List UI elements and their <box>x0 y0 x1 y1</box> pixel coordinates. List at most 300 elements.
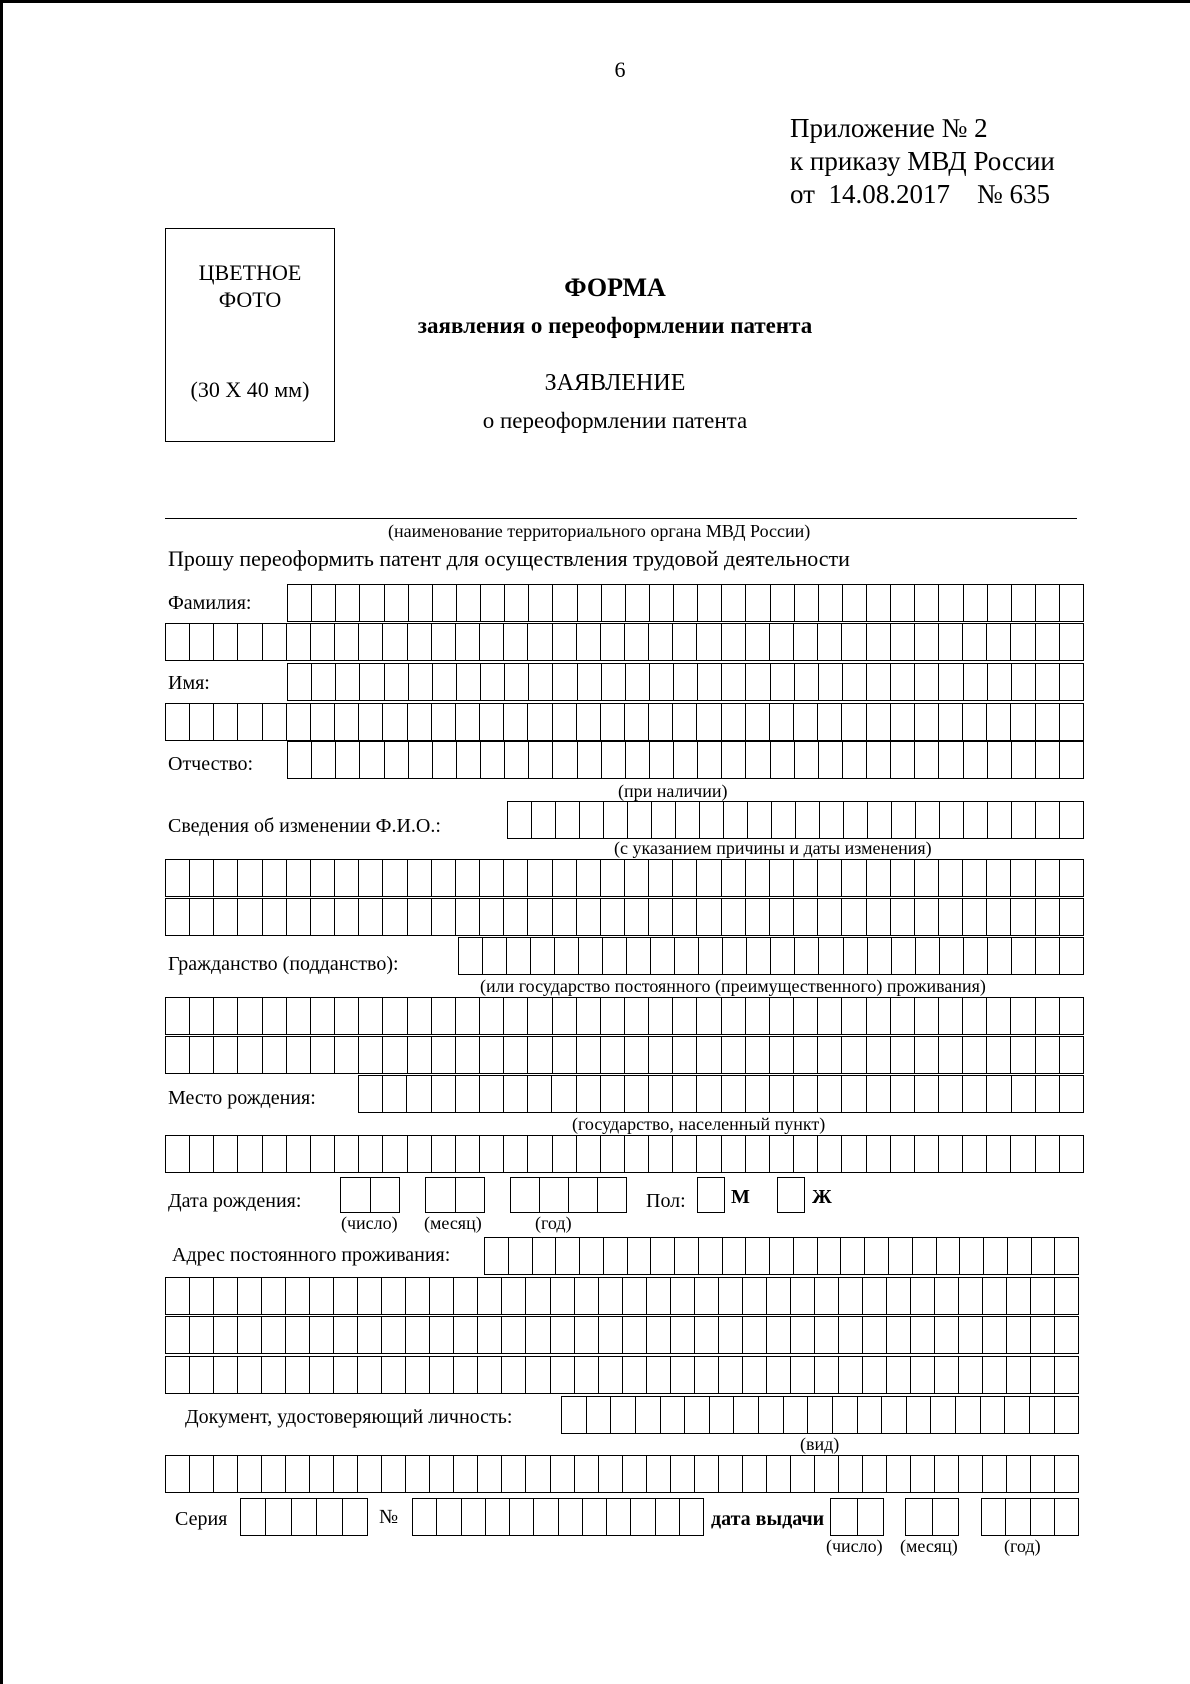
char-cell[interactable] <box>858 1397 883 1433</box>
char-cell[interactable] <box>559 1499 583 1535</box>
char-cell[interactable] <box>456 1136 480 1172</box>
char-cell[interactable] <box>310 1456 334 1492</box>
char-cell[interactable] <box>238 704 262 740</box>
char-cell[interactable] <box>625 860 649 896</box>
char-cell[interactable] <box>335 624 359 660</box>
char-cell[interactable] <box>628 1238 652 1274</box>
char-cell[interactable] <box>770 899 794 935</box>
char-cell[interactable] <box>601 860 625 896</box>
char-cell[interactable] <box>697 1037 721 1073</box>
char-cell[interactable] <box>166 1136 190 1172</box>
char-cell[interactable] <box>867 899 891 935</box>
char-cell[interactable] <box>887 1278 911 1314</box>
char-cell[interactable] <box>508 802 532 838</box>
char-cell[interactable] <box>626 664 650 700</box>
char-cell[interactable] <box>1036 664 1060 700</box>
char-cell[interactable] <box>335 899 359 935</box>
char-cell[interactable] <box>359 704 383 740</box>
char-cell[interactable] <box>939 704 963 740</box>
char-cell[interactable] <box>940 802 964 838</box>
char-cell[interactable] <box>795 938 819 974</box>
char-cell[interactable] <box>907 1397 932 1433</box>
char-cell[interactable] <box>867 1037 891 1073</box>
char-cell[interactable] <box>695 1278 719 1314</box>
char-cell[interactable] <box>551 1278 575 1314</box>
char-cell[interactable] <box>911 1278 935 1314</box>
char-cell[interactable] <box>288 585 312 621</box>
char-cell[interactable] <box>553 742 577 778</box>
char-cell[interactable] <box>649 1136 673 1172</box>
char-cell[interactable] <box>1008 1238 1032 1274</box>
char-cell[interactable] <box>190 899 214 935</box>
char-cell[interactable] <box>262 1317 286 1353</box>
char-cell[interactable] <box>190 1357 214 1393</box>
char-cell[interactable] <box>1011 624 1035 660</box>
char-cell[interactable] <box>335 1037 359 1073</box>
char-cell[interactable] <box>867 1136 891 1172</box>
char-cell[interactable] <box>863 1357 887 1393</box>
char-cell[interactable] <box>891 624 915 660</box>
char-cell[interactable] <box>771 742 795 778</box>
char-cell[interactable] <box>818 860 842 896</box>
char-cell[interactable] <box>987 624 1011 660</box>
char-cell[interactable] <box>770 1136 794 1172</box>
char-cell[interactable] <box>1011 1136 1035 1172</box>
char-cell[interactable] <box>311 998 335 1034</box>
char-cell[interactable] <box>631 1499 655 1535</box>
char-cell[interactable] <box>359 998 383 1034</box>
char-cell[interactable] <box>334 1456 358 1492</box>
char-cell[interactable] <box>685 1397 710 1433</box>
char-cell[interactable] <box>262 1278 286 1314</box>
char-cell[interactable] <box>383 704 407 740</box>
char-cell[interactable] <box>722 899 746 935</box>
char-cell[interactable] <box>1036 860 1060 896</box>
char-cell[interactable] <box>166 899 190 935</box>
char-cell[interactable] <box>454 1317 478 1353</box>
char-cell[interactable] <box>433 664 457 700</box>
char-cell[interactable] <box>650 742 674 778</box>
char-cell[interactable] <box>722 998 746 1034</box>
address-grid-row1[interactable] <box>484 1237 1079 1275</box>
char-cell[interactable] <box>166 1317 190 1353</box>
char-cell[interactable] <box>842 860 866 896</box>
char-cell[interactable] <box>577 899 601 935</box>
char-cell[interactable] <box>1055 1499 1078 1535</box>
char-cell[interactable] <box>409 585 433 621</box>
char-cell[interactable] <box>505 585 529 621</box>
char-cell[interactable] <box>481 742 505 778</box>
patronymic-grid[interactable] <box>287 741 1084 779</box>
char-cell[interactable] <box>699 1238 723 1274</box>
char-cell[interactable] <box>459 938 483 974</box>
char-cell[interactable] <box>771 938 795 974</box>
char-cell[interactable] <box>651 938 675 974</box>
char-cell[interactable] <box>383 1136 407 1172</box>
char-cell[interactable] <box>238 1456 262 1492</box>
char-cell[interactable] <box>310 1278 334 1314</box>
char-cell[interactable] <box>746 1136 770 1172</box>
char-cell[interactable] <box>815 1456 839 1492</box>
char-cell[interactable] <box>983 1278 1007 1314</box>
name-grid-row2[interactable] <box>165 703 1084 741</box>
char-cell[interactable] <box>770 1076 794 1112</box>
char-cell[interactable] <box>771 585 795 621</box>
char-cell[interactable] <box>507 938 531 974</box>
char-cell[interactable] <box>722 704 746 740</box>
char-cell[interactable] <box>892 802 916 838</box>
char-cell[interactable] <box>336 742 360 778</box>
char-cell[interactable] <box>263 1136 287 1172</box>
citizenship-grid-row3[interactable] <box>165 1036 1084 1074</box>
char-cell[interactable] <box>1060 938 1083 974</box>
char-cell[interactable] <box>334 1317 358 1353</box>
char-cell[interactable] <box>529 585 553 621</box>
char-cell[interactable] <box>697 1136 721 1172</box>
char-cell[interactable] <box>746 1076 770 1112</box>
char-cell[interactable] <box>553 1037 577 1073</box>
char-cell[interactable] <box>987 1076 1011 1112</box>
char-cell[interactable] <box>627 938 651 974</box>
char-cell[interactable] <box>263 899 287 935</box>
char-cell[interactable] <box>623 1317 647 1353</box>
char-cell[interactable] <box>577 624 601 660</box>
char-cell[interactable] <box>1055 1278 1078 1314</box>
char-cell[interactable] <box>831 1499 858 1535</box>
char-cell[interactable] <box>625 1037 649 1073</box>
char-cell[interactable] <box>1055 1397 1079 1433</box>
char-cell[interactable] <box>408 1037 432 1073</box>
char-cell[interactable] <box>626 742 650 778</box>
char-cell[interactable] <box>842 1136 866 1172</box>
char-cell[interactable] <box>526 1278 550 1314</box>
char-cell[interactable] <box>312 742 336 778</box>
char-cell[interactable] <box>818 1037 842 1073</box>
char-cell[interactable] <box>791 1317 815 1353</box>
char-cell[interactable] <box>430 1357 454 1393</box>
char-cell[interactable] <box>454 1278 478 1314</box>
char-cell[interactable] <box>166 1357 190 1393</box>
citizenship-grid-row1[interactable] <box>458 937 1084 975</box>
char-cell[interactable] <box>891 1076 915 1112</box>
char-cell[interactable] <box>940 938 964 974</box>
char-cell[interactable] <box>649 860 673 896</box>
char-cell[interactable] <box>607 1499 631 1535</box>
char-cell[interactable] <box>553 998 577 1034</box>
char-cell[interactable] <box>214 1317 238 1353</box>
char-cell[interactable] <box>408 704 432 740</box>
char-cell[interactable] <box>863 1317 887 1353</box>
char-cell[interactable] <box>695 1456 719 1492</box>
char-cell[interactable] <box>959 1278 983 1314</box>
char-cell[interactable] <box>578 742 602 778</box>
char-cell[interactable] <box>794 1076 818 1112</box>
char-cell[interactable] <box>858 1499 884 1535</box>
char-cell[interactable] <box>577 1037 601 1073</box>
char-cell[interactable] <box>1036 742 1060 778</box>
char-cell[interactable] <box>935 1357 959 1393</box>
char-cell[interactable] <box>238 1037 262 1073</box>
char-cell[interactable] <box>959 1317 983 1353</box>
id-doc-grid-row1[interactable] <box>561 1396 1079 1434</box>
char-cell[interactable] <box>1036 624 1060 660</box>
char-cell[interactable] <box>456 704 480 740</box>
char-cell[interactable] <box>238 899 262 935</box>
char-cell[interactable] <box>964 802 988 838</box>
char-cell[interactable] <box>867 585 891 621</box>
char-cell[interactable] <box>964 938 988 974</box>
char-cell[interactable] <box>988 938 1012 974</box>
char-cell[interactable] <box>746 704 770 740</box>
char-cell[interactable] <box>385 664 409 700</box>
char-cell[interactable] <box>311 899 335 935</box>
char-cell[interactable] <box>647 1456 671 1492</box>
char-cell[interactable] <box>882 1397 907 1433</box>
char-cell[interactable] <box>287 624 311 660</box>
char-cell[interactable] <box>510 1499 534 1535</box>
char-cell[interactable] <box>791 1357 815 1393</box>
char-cell[interactable] <box>1012 1076 1036 1112</box>
char-cell[interactable] <box>334 1278 358 1314</box>
char-cell[interactable] <box>747 938 771 974</box>
char-cell[interactable] <box>794 704 818 740</box>
char-cell[interactable] <box>430 1456 454 1492</box>
char-cell[interactable] <box>287 899 311 935</box>
char-cell[interactable] <box>1031 1278 1055 1314</box>
char-cell[interactable] <box>819 938 843 974</box>
char-cell[interactable] <box>360 664 384 700</box>
issue-month-grid[interactable] <box>905 1498 959 1536</box>
char-cell[interactable] <box>577 704 601 740</box>
char-cell[interactable] <box>1011 899 1035 935</box>
char-cell[interactable] <box>603 938 627 974</box>
char-cell[interactable] <box>1036 802 1060 838</box>
char-cell[interactable] <box>963 860 987 896</box>
char-cell[interactable] <box>190 1037 214 1073</box>
char-cell[interactable] <box>1011 998 1035 1034</box>
char-cell[interactable] <box>743 1456 767 1492</box>
char-cell[interactable] <box>511 1178 540 1212</box>
char-cell[interactable] <box>722 664 746 700</box>
char-cell[interactable] <box>939 1136 963 1172</box>
char-cell[interactable] <box>698 585 722 621</box>
char-cell[interactable] <box>1036 1076 1060 1112</box>
char-cell[interactable] <box>748 802 772 838</box>
char-cell[interactable] <box>675 938 699 974</box>
char-cell[interactable] <box>1006 1499 1030 1535</box>
char-cell[interactable] <box>695 1357 719 1393</box>
char-cell[interactable] <box>984 1238 1008 1274</box>
char-cell[interactable] <box>839 1357 863 1393</box>
char-cell[interactable] <box>601 899 625 935</box>
char-cell[interactable] <box>382 1278 406 1314</box>
char-cell[interactable] <box>746 742 770 778</box>
char-cell[interactable] <box>190 1456 214 1492</box>
char-cell[interactable] <box>263 624 287 660</box>
char-cell[interactable] <box>719 1357 743 1393</box>
issue-day-grid[interactable] <box>830 1498 884 1536</box>
char-cell[interactable] <box>791 1456 815 1492</box>
char-cell[interactable] <box>1012 938 1036 974</box>
char-cell[interactable] <box>312 664 336 700</box>
char-cell[interactable] <box>359 860 383 896</box>
char-cell[interactable] <box>891 742 915 778</box>
birth-month-grid[interactable] <box>425 1177 485 1213</box>
char-cell[interactable] <box>987 899 1011 935</box>
char-cell[interactable] <box>963 1037 987 1073</box>
char-cell[interactable] <box>674 664 698 700</box>
char-cell[interactable] <box>1036 938 1060 974</box>
surname-grid-row2[interactable] <box>165 623 1084 661</box>
char-cell[interactable] <box>698 664 722 700</box>
char-cell[interactable] <box>1011 860 1035 896</box>
char-cell[interactable] <box>795 585 819 621</box>
char-cell[interactable] <box>911 1357 935 1393</box>
char-cell[interactable] <box>360 742 384 778</box>
char-cell[interactable] <box>649 704 673 740</box>
char-cell[interactable] <box>794 998 818 1034</box>
char-cell[interactable] <box>383 899 407 935</box>
char-cell[interactable] <box>867 624 891 660</box>
char-cell[interactable] <box>358 1317 382 1353</box>
char-cell[interactable] <box>166 1037 190 1073</box>
char-cell[interactable] <box>1031 1456 1055 1492</box>
number-grid[interactable] <box>412 1498 704 1536</box>
char-cell[interactable] <box>1005 1397 1030 1433</box>
char-cell[interactable] <box>956 1397 981 1433</box>
char-cell[interactable] <box>577 1076 601 1112</box>
char-cell[interactable] <box>722 1076 746 1112</box>
char-cell[interactable] <box>166 704 190 740</box>
char-cell[interactable] <box>913 1238 937 1274</box>
char-cell[interactable] <box>382 1456 406 1492</box>
char-cell[interactable] <box>964 585 988 621</box>
char-cell[interactable] <box>671 1357 695 1393</box>
char-cell[interactable] <box>915 704 939 740</box>
char-cell[interactable] <box>336 585 360 621</box>
char-cell[interactable] <box>818 624 842 660</box>
char-cell[interactable] <box>656 1499 680 1535</box>
char-cell[interactable] <box>263 704 287 740</box>
char-cell[interactable] <box>454 1357 478 1393</box>
char-cell[interactable] <box>528 899 552 935</box>
char-cell[interactable] <box>509 1238 533 1274</box>
char-cell[interactable] <box>796 802 820 838</box>
char-cell[interactable] <box>371 1178 400 1212</box>
address-grid-row3[interactable] <box>165 1316 1079 1354</box>
char-cell[interactable] <box>867 998 891 1034</box>
char-cell[interactable] <box>262 1456 286 1492</box>
char-cell[interactable] <box>287 860 311 896</box>
char-cell[interactable] <box>358 1278 382 1314</box>
char-cell[interactable] <box>529 664 553 700</box>
char-cell[interactable] <box>649 1076 673 1112</box>
char-cell[interactable] <box>815 1357 839 1393</box>
char-cell[interactable] <box>867 860 891 896</box>
char-cell[interactable] <box>1007 1357 1031 1393</box>
char-cell[interactable] <box>214 998 238 1034</box>
char-cell[interactable] <box>311 860 335 896</box>
char-cell[interactable] <box>238 1317 262 1353</box>
char-cell[interactable] <box>770 998 794 1034</box>
char-cell[interactable] <box>808 1397 833 1433</box>
char-cell[interactable] <box>359 899 383 935</box>
char-cell[interactable] <box>734 1397 759 1433</box>
char-cell[interactable] <box>983 1357 1007 1393</box>
char-cell[interactable] <box>480 1076 504 1112</box>
char-cell[interactable] <box>602 585 626 621</box>
char-cell[interactable] <box>286 1278 310 1314</box>
char-cell[interactable] <box>413 1499 437 1535</box>
char-cell[interactable] <box>1012 585 1036 621</box>
char-cell[interactable] <box>794 1037 818 1073</box>
char-cell[interactable] <box>1031 1317 1055 1353</box>
char-cell[interactable] <box>987 704 1011 740</box>
char-cell[interactable] <box>964 742 988 778</box>
char-cell[interactable] <box>1031 1357 1055 1393</box>
address-grid-row4[interactable] <box>165 1356 1079 1394</box>
char-cell[interactable] <box>651 1238 675 1274</box>
char-cell[interactable] <box>485 1238 509 1274</box>
char-cell[interactable] <box>457 585 481 621</box>
char-cell[interactable] <box>673 860 697 896</box>
char-cell[interactable] <box>939 1037 963 1073</box>
char-cell[interactable] <box>699 938 723 974</box>
char-cell[interactable] <box>432 998 456 1034</box>
char-cell[interactable] <box>263 1037 287 1073</box>
char-cell[interactable] <box>214 1136 238 1172</box>
char-cell[interactable] <box>528 1136 552 1172</box>
char-cell[interactable] <box>724 802 748 838</box>
char-cell[interactable] <box>819 585 843 621</box>
char-cell[interactable] <box>988 585 1012 621</box>
char-cell[interactable] <box>335 1136 359 1172</box>
char-cell[interactable] <box>263 860 287 896</box>
char-cell[interactable] <box>794 624 818 660</box>
char-cell[interactable] <box>770 704 794 740</box>
char-cell[interactable] <box>843 742 867 778</box>
char-cell[interactable] <box>719 1317 743 1353</box>
char-cell[interactable] <box>478 1357 502 1393</box>
char-cell[interactable] <box>819 742 843 778</box>
char-cell[interactable] <box>939 742 963 778</box>
char-cell[interactable] <box>1007 1456 1031 1492</box>
char-cell[interactable] <box>722 860 746 896</box>
char-cell[interactable] <box>770 624 794 660</box>
char-cell[interactable] <box>931 1397 956 1433</box>
char-cell[interactable] <box>1036 585 1060 621</box>
char-cell[interactable] <box>263 998 287 1034</box>
char-cell[interactable] <box>409 664 433 700</box>
char-cell[interactable] <box>939 664 963 700</box>
char-cell[interactable] <box>383 1076 407 1112</box>
char-cell[interactable] <box>1030 1397 1055 1433</box>
fio-change-grid-row1[interactable] <box>507 801 1084 839</box>
char-cell[interactable] <box>915 1076 939 1112</box>
char-cell[interactable] <box>935 1278 959 1314</box>
char-cell[interactable] <box>815 1278 839 1314</box>
char-cell[interactable] <box>722 1037 746 1073</box>
char-cell[interactable] <box>504 1136 528 1172</box>
char-cell[interactable] <box>553 899 577 935</box>
birthplace-grid-row1[interactable] <box>358 1075 1084 1113</box>
char-cell[interactable] <box>743 1317 767 1353</box>
char-cell[interactable] <box>553 664 577 700</box>
char-cell[interactable] <box>190 704 214 740</box>
char-cell[interactable] <box>587 1397 612 1433</box>
char-cell[interactable] <box>939 899 963 935</box>
char-cell[interactable] <box>553 704 577 740</box>
